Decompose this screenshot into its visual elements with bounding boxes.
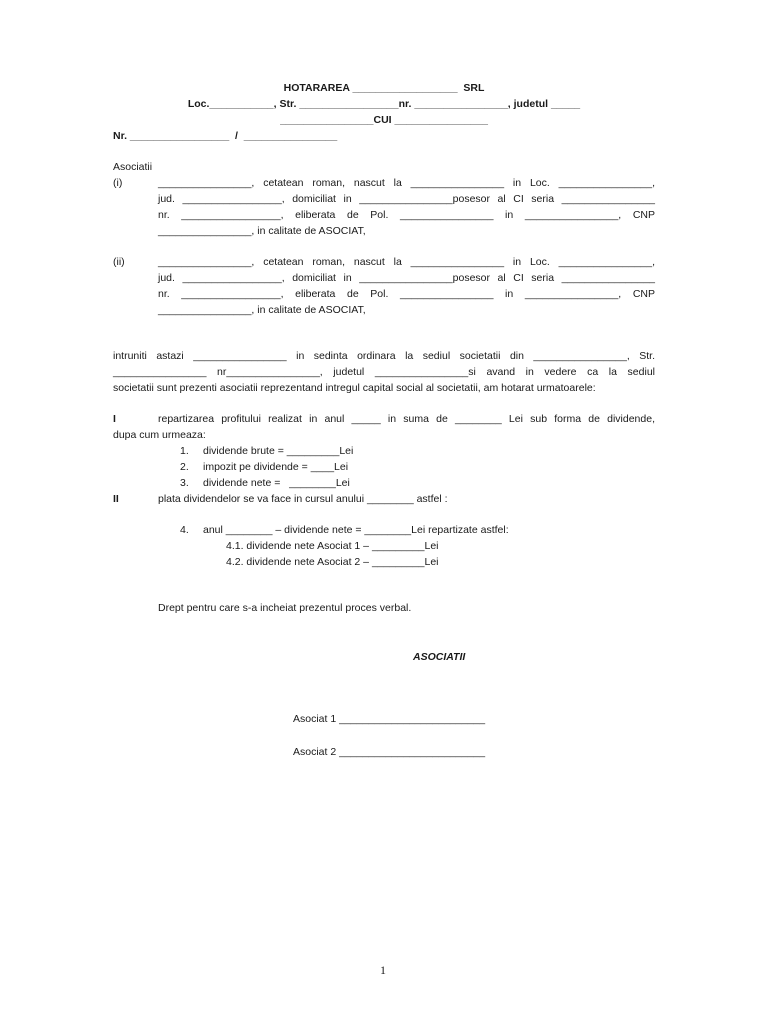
associate-2-line-1: ________________, cetatean roman, nascut la ________________ in Loc. ________________, xyxy=(158,256,655,268)
signatures-title: ASOCIATII xyxy=(413,651,466,663)
header-number-line: Nr. _________________ / ________________ xyxy=(113,130,338,142)
meeting-line-2: ________________ nr________________, judetul ________________si avand in vedere ca la sediul xyxy=(113,366,655,378)
list-item-2-text: impozit pe dividende = ____Lei xyxy=(203,461,349,473)
associate-1-marker: (i) xyxy=(113,177,123,189)
section-1-line-2: dupa cum urmeaza: xyxy=(113,429,206,441)
sub-item-4-1: 4.1. dividende nete Asociat 1 – _________Lei xyxy=(226,540,439,552)
list-item-2-number: 2. xyxy=(180,461,189,473)
signature-line-associate-2: Asociat 2 _________________________ xyxy=(293,746,486,758)
associate-1-line-3: nr. _________________, eliberata de Pol. ________________ in ________________, CNP xyxy=(158,209,655,221)
section-1-line-1: repartizarea profitului realizat in anul _____ in suma de ________ Lei sub forma de dividende, xyxy=(158,413,655,425)
header-cui-line: ________________CUI ________________ xyxy=(280,114,488,126)
list-item-4-text: anul ________ – dividende nete = ________Lei repartizate astfel: xyxy=(203,524,509,536)
meeting-line-1: intruniti astazi ________________ in sedinta ordinara la sediul societatii din ________________, Str. xyxy=(113,350,655,362)
sub-item-4-2: 4.2. dividende nete Asociat 2 – _________Lei xyxy=(226,556,439,568)
list-item-4-number: 4. xyxy=(180,524,189,536)
meeting-line-3: societatii sunt prezenti asociatii reprezentand intregul capital social al societatii, am hotarat urmatoarele: xyxy=(113,382,596,394)
associate-2-line-4: ________________, in calitate de ASOCIAT, xyxy=(158,304,366,316)
section-1-marker: I xyxy=(113,413,116,425)
list-item-1-text: dividende brute = _________Lei xyxy=(203,445,354,457)
associate-1-line-4: ________________, in calitate de ASOCIAT, xyxy=(158,225,366,237)
associate-1-line-2: jud. _________________, domiciliat in ________________posesor al CI seria ________________ xyxy=(158,193,655,205)
header-address-line: Loc.___________, Str. _________________nr. ________________, judetul _____ xyxy=(187,98,581,110)
page-number: 1 xyxy=(380,963,386,977)
section-2-line-1: plata dividendelor se va face in cursul anului ________ astfel : xyxy=(158,493,448,505)
associate-1-line-1: ________________, cetatean roman, nascut la ________________ in Loc. ________________, xyxy=(158,177,655,189)
closing-statement: Drept pentru care s-a incheiat prezentul proces verbal. xyxy=(158,602,412,614)
list-item-3-text: dividende nete = ________Lei xyxy=(203,477,350,489)
section-2-marker: II xyxy=(113,493,119,505)
associates-heading: Asociatii xyxy=(113,161,153,173)
document-title: HOTARAREA __________________ SRL xyxy=(283,82,485,94)
associate-2-line-2: jud. _________________, domiciliat in ________________posesor al CI seria ________________ xyxy=(158,272,655,284)
associate-2-marker: (ii) xyxy=(113,256,125,268)
signature-line-associate-1: Asociat 1 _________________________ xyxy=(293,713,486,725)
list-item-3-number: 3. xyxy=(180,477,189,489)
list-item-1-number: 1. xyxy=(180,445,189,457)
associate-2-line-3: nr. _________________, eliberata de Pol. ________________ in ________________, CNP xyxy=(158,288,655,300)
